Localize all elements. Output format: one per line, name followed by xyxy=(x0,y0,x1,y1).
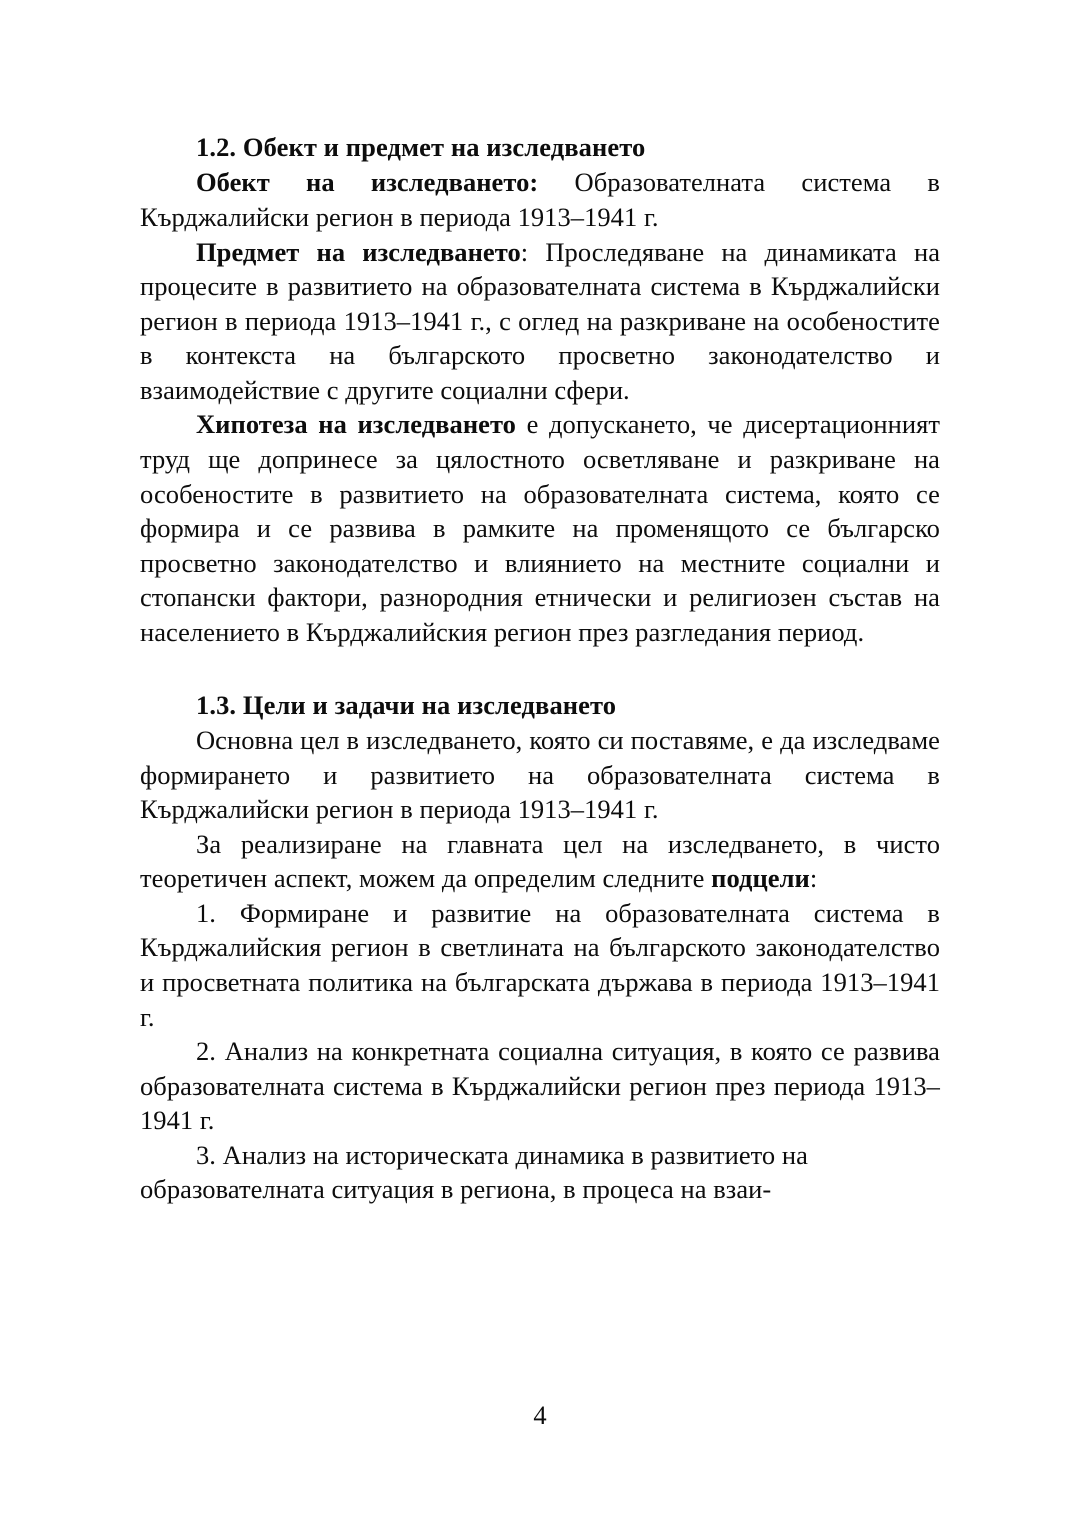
paragraph-bold-subgoals: подцели xyxy=(711,863,810,894)
paragraph-subgoal-2: 2. Анализ на конкретната социална ситуация, в която се развива образователната система в Кърджалийски регион през периода 1913–1941 г. xyxy=(140,1036,940,1136)
paragraph-hypothesis xyxy=(140,407,940,649)
paragraph-subgoal-1: 1. Формиране и развитие на образователната система в Кърджалийския регион в светлината на българското законодателство и просветната политика на българската държава в периода 1913–1941 г. xyxy=(140,897,940,1032)
paragraph-text-hypothesis: е допускането, че дисертационният труд ще допринесе за цялостното осветляване и разкриване на особеностите в развитието на образователната система, която се формира и се развива в рамките на променящото се българско просветно законодателство и влиянието на местните социални и стопански фактори, разнородния етнически и религиозен състав на населението в Кърджалийския регион през разгледания период. xyxy=(140,409,940,647)
paragraph-subgoal-3: 3. Анализ на историческата динамика в развитието на образователната ситуация в региона, в процеса на взаи- xyxy=(140,1139,808,1205)
paragraph-lead-subject: Предмет на изследването xyxy=(196,236,521,267)
paragraph-text-subject: : Проследяване на динамиката на процесите в развитието на образователната система в Кърджалийски регион в периода 1913–1941 г., с оглед на разкриване на особеностите в контекста на българското просветно законодателство и взаимодействие с другите социални сфери. xyxy=(140,236,941,405)
paragraph-object-of-study xyxy=(140,165,940,234)
section-heading-1-3: 1.3. Цели и задачи на изследването xyxy=(196,689,617,720)
paragraph-text-subgoals-intro: За реализиране на главната цел на изследването, в чисто теоретичен аспект, можем да определим следните xyxy=(140,828,940,894)
paragraph-lead-object: Обект на изследването: xyxy=(196,167,539,198)
page-number: 4 xyxy=(533,1399,547,1430)
page-content xyxy=(140,130,940,1207)
paragraph-text-object: Образователната система в Кърджалийски регион в периода 1913–1941 г. xyxy=(140,167,940,233)
paragraph-lead-hypothesis: Хипотеза на изследването xyxy=(196,409,516,440)
paragraph-text-subgoals-after: : xyxy=(809,863,818,894)
paragraph-subject-of-study xyxy=(140,235,940,408)
paragraph-main-goal: Основна цел в изследването, която си поставяме, е да изследваме формирането и развитието на образователната система в Кърджалийски регион в периода 1913–1941 г. xyxy=(140,724,940,825)
paragraph-subgoals-intro xyxy=(140,827,940,896)
section-spacer xyxy=(140,650,940,688)
section-heading-1-2: 1.2. Обект и предмет на изследването xyxy=(196,132,646,162)
